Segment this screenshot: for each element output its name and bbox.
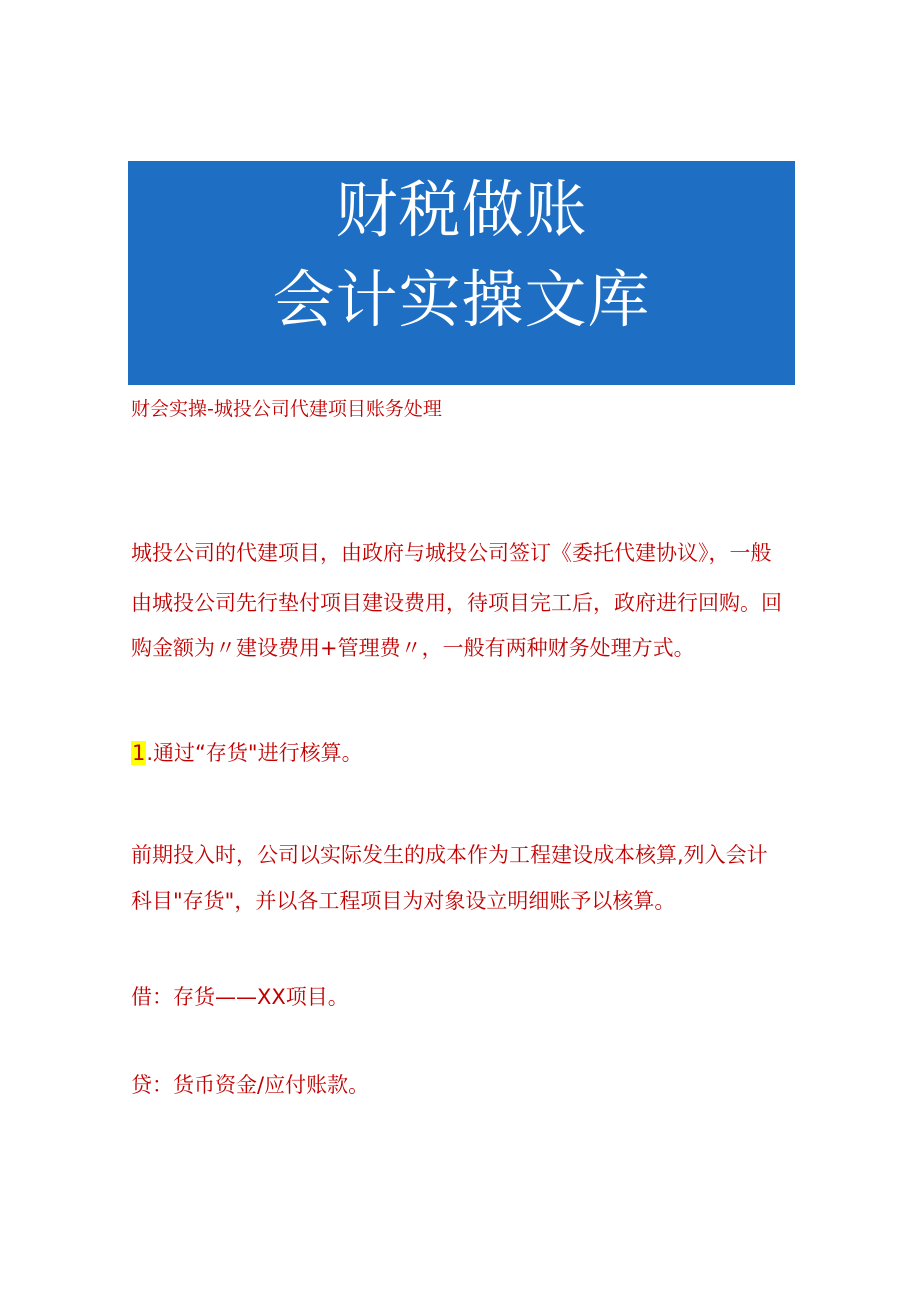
credit-entry: 贷：货币资金/应付账款。 — [131, 1073, 370, 1097]
intro-line-3: 购金额为〃建设费用+管理费〃，一般有两种财务处理方式。 — [131, 636, 695, 660]
banner-title-line-1: 财税做账 — [335, 173, 588, 246]
section-1-title: .通过“存货"进行核算。 — [146, 741, 363, 765]
intro-line-1: 城投公司的代建项目，由政府与城投公司签订《委托代建协议》，一般 — [131, 541, 772, 565]
paragraph-line-2: 科目"存货"，并以各工程项目为对象设立明细账予以核算。 — [131, 889, 676, 913]
debit-entry: 借：存货——XX项目。 — [131, 985, 349, 1009]
paragraph-line-1: 前期投入时，公司以实际发生的成本作为工程建设成本核算,列入会计 — [131, 843, 768, 867]
banner-title-line-2: 会计实操文库 — [272, 263, 651, 336]
section-number-highlight: 1 — [132, 741, 146, 765]
document-subtitle: 财会实操-城投公司代建项目账务处理 — [131, 398, 442, 420]
intro-line-2: 由城投公司先行垫付项目建设费用，待项目完工后，政府进行回购。回 — [131, 591, 782, 615]
section-1-heading — [131, 738, 363, 768]
